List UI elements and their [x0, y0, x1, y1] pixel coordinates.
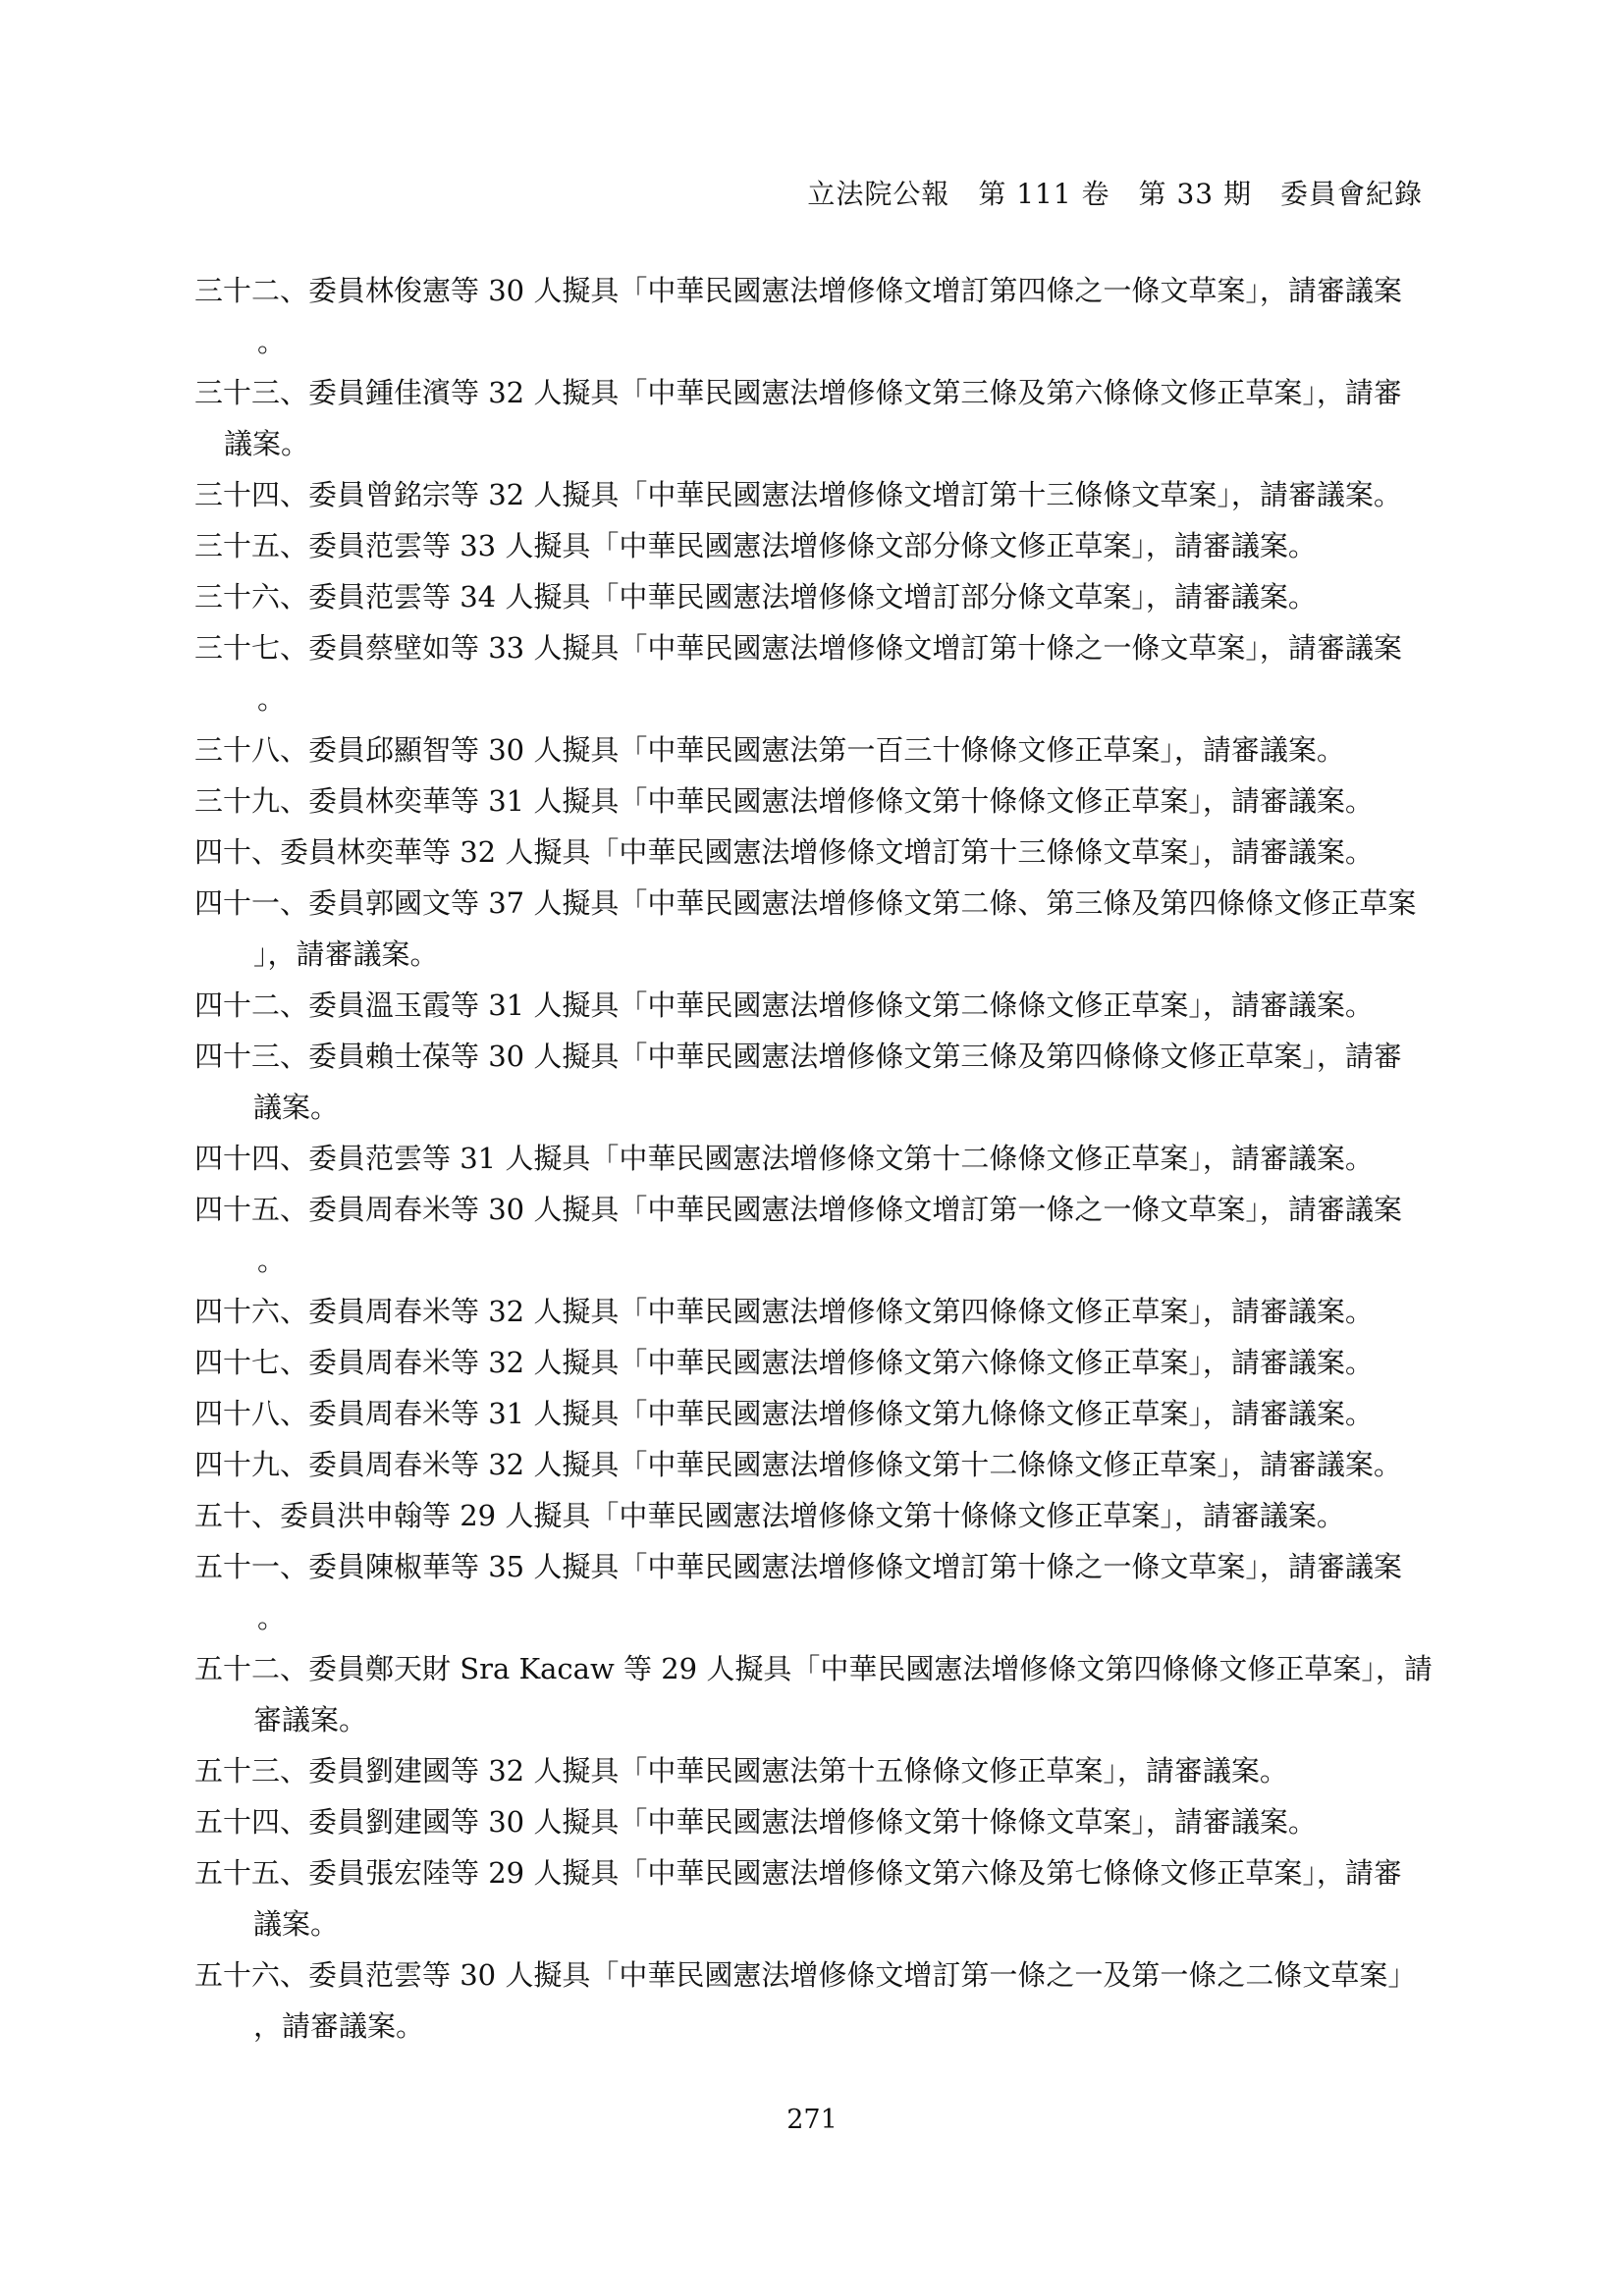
- agenda-item-text: 四十六、委員周春米等 32 人擬具「中華民國憲法增修條文第四條條文修正草案」，請審議案。: [194, 1295, 1374, 1328]
- agenda-item-50: [194, 1490, 1434, 1541]
- agenda-item-42: [194, 980, 1434, 1031]
- agenda-item-continuation: 」，請審議案。: [253, 937, 439, 971]
- gazette-header: 立法院公報 第 111 卷 第 33 期 委員會紀錄: [807, 178, 1423, 210]
- agenda-item-continuation: 。: [257, 325, 287, 358]
- agenda-item-51: [194, 1541, 1434, 1643]
- agenda-item-text: 四十一、委員郭國文等 37 人擬具「中華民國憲法增修條文第二條、第三條及第四條條文修正草案: [194, 886, 1417, 920]
- agenda-item-47: [194, 1337, 1434, 1388]
- agenda-item-text: 五十一、委員陳椒華等 35 人擬具「中華民國憲法增修條文增訂第十條之一條文草案」，請審議案: [194, 1550, 1402, 1583]
- agenda-item-35: [194, 520, 1434, 571]
- agenda-item-text: 五十三、委員劉建國等 32 人擬具「中華民國憲法第十五條條文修正草案」，請審議案。: [194, 1754, 1288, 1788]
- agenda-item-text: 三十四、委員曾銘宗等 32 人擬具「中華民國憲法增修條文增訂第十三條條文草案」，請審議案。: [194, 478, 1402, 511]
- agenda-item-37: [194, 622, 1434, 724]
- agenda-item-text: 三十三、委員鍾佳濱等 32 人擬具「中華民國憲法增修條文第三條及第六條條文修正草案」，請審: [194, 376, 1402, 409]
- agenda-item-text: 五十二、委員鄭天財 Sra Kacaw 等 29 人擬具「中華民國憲法增修條文第四條條文修正草案」，請: [194, 1652, 1433, 1685]
- agenda-item-40: [194, 827, 1434, 878]
- agenda-item-text: 五十五、委員張宏陸等 29 人擬具「中華民國憲法增修條文第六條及第七條條文修正草案」，請審: [194, 1856, 1402, 1890]
- agenda-item-continuation: 。: [257, 682, 287, 716]
- agenda-item-text: 三十二、委員林俊憲等 30 人擬具「中華民國憲法增修條文增訂第四條之一條文草案」，請審議案: [194, 274, 1402, 307]
- agenda-item-text: 四十三、委員賴士葆等 30 人擬具「中華民國憲法增修條文第三條及第四條條文修正草案」，請審: [194, 1040, 1402, 1073]
- agenda-item-continuation: 議案。: [253, 1091, 340, 1124]
- agenda-item-36: [194, 571, 1434, 622]
- agenda-item-text: 三十六、委員范雲等 34 人擬具「中華民國憲法增修條文增訂部分條文草案」，請審議案。: [194, 580, 1317, 614]
- agenda-item-text: 四十七、委員周春米等 32 人擬具「中華民國憲法增修條文第六條條文修正草案」，請審議案。: [194, 1346, 1374, 1379]
- agenda-item-continuation: 議案。: [224, 427, 310, 460]
- agenda-item-44: [194, 1133, 1434, 1184]
- agenda-item-56: [194, 1949, 1434, 2052]
- agenda-list: [194, 265, 1434, 2052]
- agenda-item-54: [194, 1796, 1434, 1847]
- agenda-item-text: 五十、委員洪申翰等 29 人擬具「中華民國憲法增修條文第十條條文修正草案」，請審議案。: [194, 1499, 1345, 1532]
- agenda-item-text: 五十六、委員范雲等 30 人擬具「中華民國憲法增修條文增訂第一條之一及第一條之二條文草案」: [194, 1958, 1417, 1992]
- agenda-item-43: [194, 1031, 1434, 1133]
- agenda-item-32: [194, 265, 1434, 367]
- agenda-item-34: [194, 469, 1434, 520]
- agenda-item-text: 四十五、委員周春米等 30 人擬具「中華民國憲法增修條文增訂第一條之一條文草案」，請審議案: [194, 1193, 1402, 1226]
- agenda-item-continuation: 。: [257, 1244, 287, 1277]
- agenda-item-text: 五十四、委員劉建國等 30 人擬具「中華民國憲法增修條文第十條條文草案」，請審議案。: [194, 1805, 1317, 1839]
- agenda-item-52: [194, 1643, 1434, 1745]
- agenda-item-38: [194, 724, 1434, 775]
- agenda-item-text: 四十二、委員溫玉霞等 31 人擬具「中華民國憲法增修條文第二條條文修正草案」，請審議案。: [194, 988, 1374, 1022]
- agenda-item-49: [194, 1439, 1434, 1490]
- page-number: 271: [786, 2105, 838, 2135]
- agenda-item-continuation: ，請審議案。: [253, 2009, 425, 2043]
- agenda-item-continuation: 議案。: [253, 1907, 340, 1941]
- agenda-item-33: [194, 367, 1434, 469]
- agenda-item-continuation: 。: [257, 1601, 287, 1634]
- agenda-item-text: 三十五、委員范雲等 33 人擬具「中華民國憲法增修條文部分條文修正草案」，請審議案。: [194, 529, 1317, 562]
- agenda-item-41: [194, 878, 1434, 980]
- agenda-item-55: [194, 1847, 1434, 1949]
- agenda-item-text: 三十八、委員邱顯智等 30 人擬具「中華民國憲法第一百三十條條文修正草案」，請審議案。: [194, 733, 1345, 767]
- agenda-item-text: 四十、委員林奕華等 32 人擬具「中華民國憲法增修條文增訂第十三條條文草案」，請審議案。: [194, 835, 1374, 869]
- agenda-item-text: 四十八、委員周春米等 31 人擬具「中華民國憲法增修條文第九條條文修正草案」，請審議案。: [194, 1397, 1374, 1430]
- agenda-item-45: [194, 1184, 1434, 1286]
- agenda-item-text: 四十九、委員周春米等 32 人擬具「中華民國憲法增修條文第十二條條文修正草案」，請審議案。: [194, 1448, 1402, 1481]
- agenda-item-46: [194, 1286, 1434, 1337]
- agenda-item-text: 四十四、委員范雲等 31 人擬具「中華民國憲法增修條文第十二條條文修正草案」，請審議案。: [194, 1142, 1374, 1175]
- agenda-item-48: [194, 1388, 1434, 1439]
- agenda-item-continuation: 審議案。: [253, 1703, 368, 1736]
- agenda-item-text: 三十七、委員蔡壁如等 33 人擬具「中華民國憲法增修條文增訂第十條之一條文草案」，請審議案: [194, 631, 1402, 665]
- agenda-item-text: 三十九、委員林奕華等 31 人擬具「中華民國憲法增修條文第十條條文修正草案」，請審議案。: [194, 784, 1374, 818]
- agenda-item-53: [194, 1745, 1434, 1796]
- agenda-item-39: [194, 775, 1434, 827]
